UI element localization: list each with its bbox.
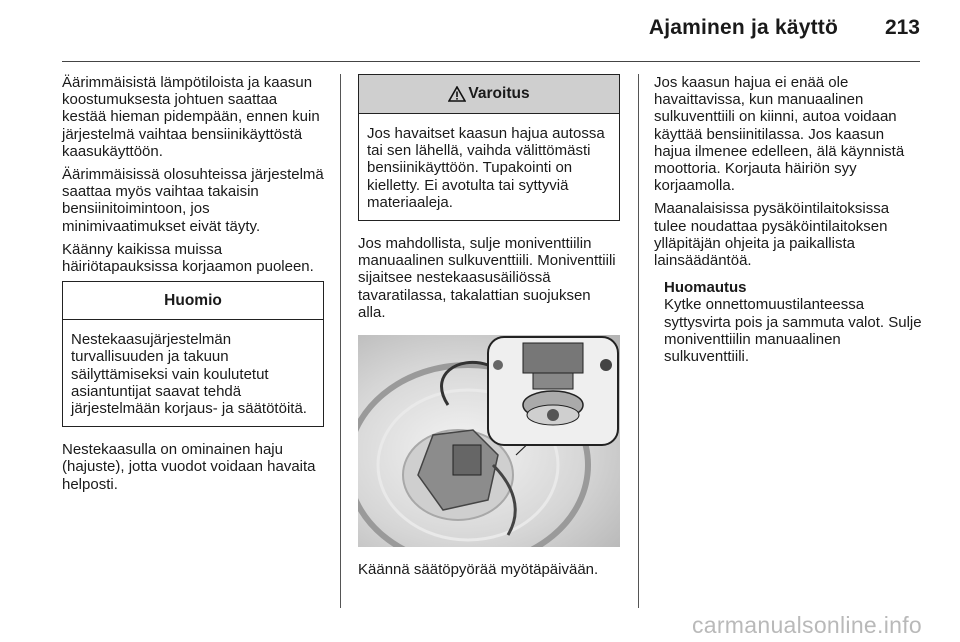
warning-triangle-icon: [448, 86, 466, 102]
paragraph: Nestekaasulla on ominainen haju (hajuste), jotta vuodot voidaan havaita helposti.: [62, 441, 316, 493]
valve-illustration: [358, 335, 620, 547]
page-number: 213: [884, 16, 920, 39]
column-middle: [358, 74, 620, 584]
watermark: carmanualsonline.info: [691, 612, 922, 638]
column-divider-right: [638, 74, 639, 608]
notice-title: Huomio: [63, 282, 323, 320]
warning-title: Varoitus: [468, 85, 530, 103]
column-divider-left: [340, 74, 341, 608]
paragraph: Jos mahdollista, sulje moniventtiilin manuaalinen sulkuventtiili. Moniventtiili sijaitsee nestekaasusäiliössä tavaratilassa, takalattian suojuksen alla.: [358, 235, 616, 321]
note-title: Huomautus: [664, 279, 747, 297]
paragraph: Äärimmäisissä olosuhteissa järjestelmä saattaa myös vaihtaa takaisin bensiinitoimintoon, jos minimivaatimukset eivät täyty.: [62, 166, 324, 235]
header-divider: [62, 61, 920, 62]
column-left: [62, 74, 324, 499]
note-text: Kytke onnettomuustilanteessa syttysvirta pois ja sammuta valot. Sulje moniventtiilin manuaalinen sulkuventtiili.: [664, 296, 922, 366]
warning-box: [358, 74, 620, 221]
paragraph: Käänny kaikissa muissa häiriötapauksissa korjaamon puoleen.: [62, 240, 314, 276]
paragraph: Jos kaasun hajua ei enää ole havaittavissa, kun manuaalinen sulkuventtiili on kiinni, autoa voidaan käyttää bensiinitilassa. Jos kaasun hajua ilmenee edelleen, älä käynnistä moottoria. Korjauta häiriön syy korjaamolla.: [654, 74, 905, 195]
notice-box: [62, 281, 324, 427]
figure-caption: Käännä säätöpyörää myötäpäivään.: [358, 561, 599, 579]
paragraph: Maanalaisissa pysäköintilaitoksissa tulee noudattaa pysäköintilaitoksen ylläpitäjän ohjeita ja paikallista lainsäädäntöä.: [654, 200, 890, 270]
notice-text: Nestekaasujärjestelmän turvallisuuden ja takuun säilyttämiseksi vain koulutetut asiantuntijat saavat tehdä järjestelmään korjaus- ja säätötöitä.: [71, 331, 307, 418]
warning-header: [359, 75, 619, 114]
warning-text: Jos havaitset kaasun hajua autossa tai sen lähellä, vaihda välittömästi bensiinikäyttöön. Tupakointi on kielletty. Ei avotulta tai syttyviä materiaaleja.: [367, 125, 605, 211]
paragraph: Äärimmäisistä lämpötiloista ja kaasun koostumuksesta johtuen saattaa kestää hieman pidempään, ennen kuin järjestelmä vaihtaa bensiinikäyttöstä kaasukäyttöön.: [62, 74, 320, 160]
page-header-title: Ajaminen ja käyttö: [648, 16, 838, 39]
note-block: [664, 279, 922, 365]
column-right: [654, 74, 922, 365]
